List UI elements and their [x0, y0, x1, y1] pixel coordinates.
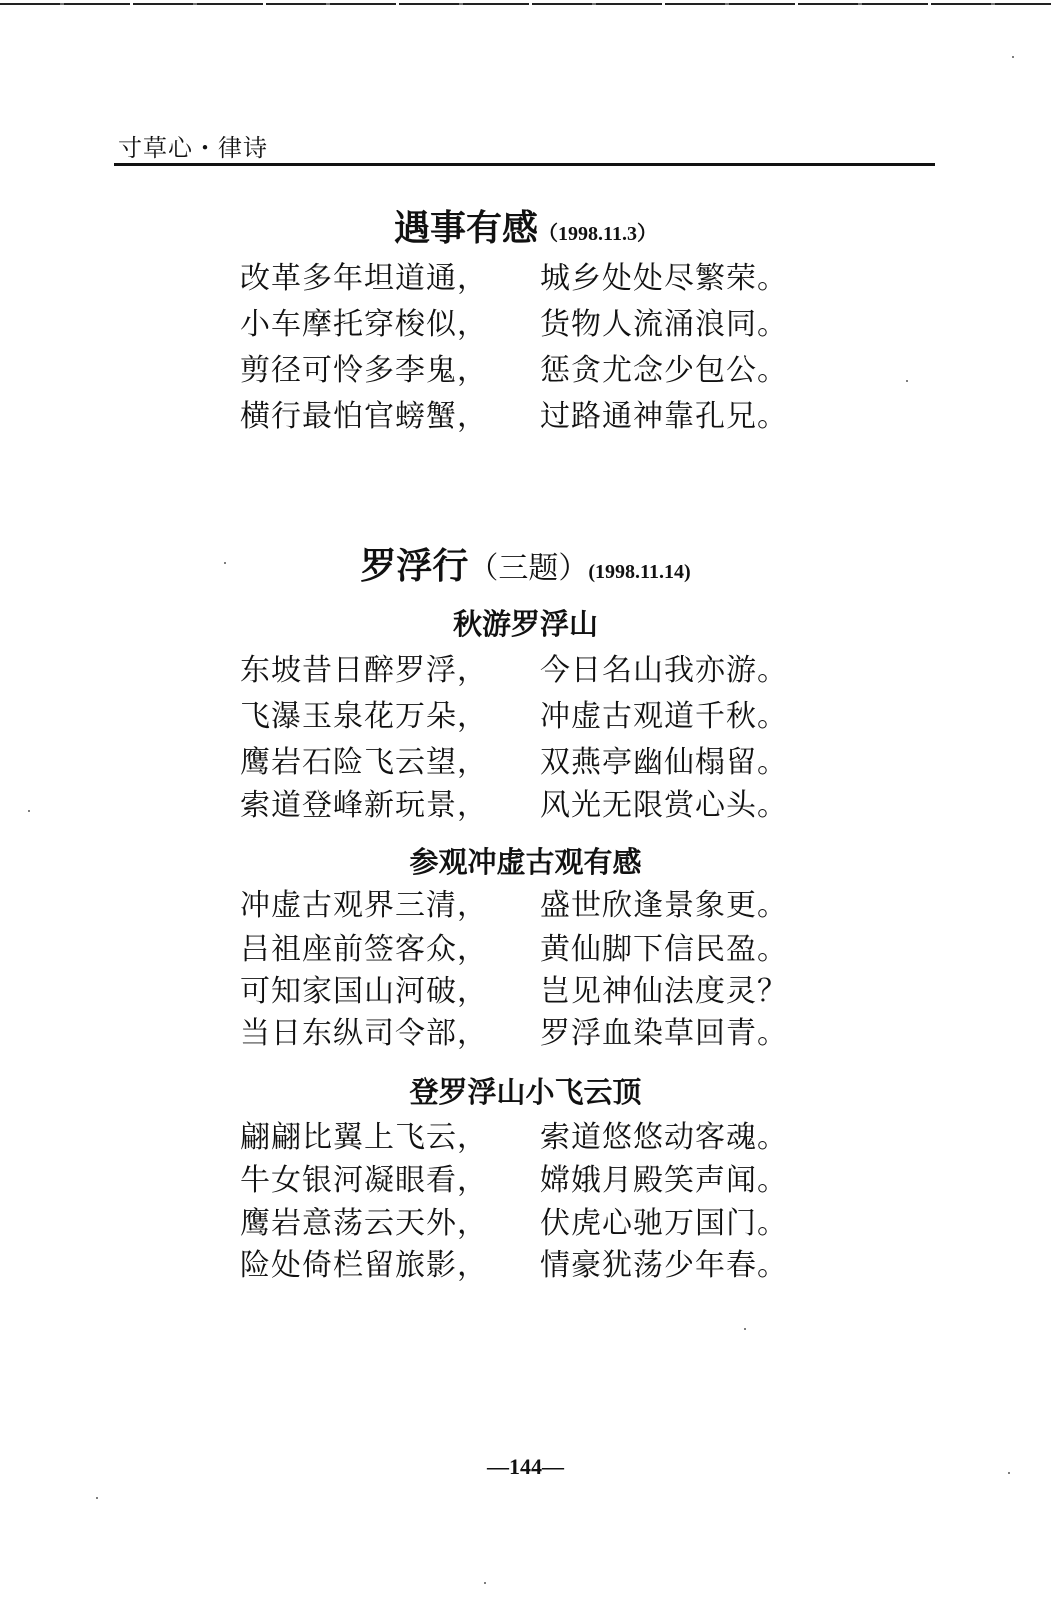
section1-line-3-right: 双燕亭幽仙榻留。: [540, 745, 788, 780]
poem1-line-4-right: 过路通神靠孔兄。: [540, 399, 788, 434]
scan-speck: [1008, 1472, 1010, 1474]
section3-line-2-right: 嫦娥月殿笑声闻。: [540, 1163, 788, 1198]
section1-line-3-left: 鹰岩石险飞云望，: [240, 745, 488, 780]
scan-speck: [96, 1497, 98, 1499]
section1-line-2-right: 冲虚古观道千秋。: [540, 699, 788, 734]
poem1-title-block: [0, 200, 1051, 251]
scan-speck: [484, 1582, 486, 1584]
section3-line-2-left: 牛女银河凝眼看，: [240, 1163, 488, 1198]
section2-line-2-left: 吕祖座前签客众，: [240, 932, 488, 967]
section2-line-1-right: 盛世欣逢景象更。: [540, 888, 788, 923]
section2-heading: 参观冲虚古观有感: [409, 845, 642, 879]
section3-line-1-right: 索道悠悠动客魂。: [540, 1120, 788, 1155]
section3-line-1-left: 翩翩比翼上飞云，: [240, 1120, 488, 1155]
poem1-line-3-left: 剪径可怜多李鬼，: [240, 353, 488, 388]
scan-speck: [744, 1328, 746, 1330]
section1-line-1-right: 今日名山我亦游。: [540, 653, 788, 688]
scan-top-border: [0, 3, 1051, 5]
poem1-title: 遇事有感: [394, 208, 539, 249]
section2-line-4-left: 当日东纵司令部，: [240, 1016, 488, 1051]
scan-speck: [28, 810, 30, 812]
poem1-line-2-right: 货物人流涌浪同。: [540, 307, 788, 342]
poem2-title: 罗浮行: [360, 546, 469, 587]
section2-line-3-right: 岂见神仙法度灵？: [540, 974, 788, 1009]
section3-line-4-right: 情豪犹荡少年春。: [540, 1248, 788, 1283]
section1-line-1-left: 东坡昔日醉罗浮，: [240, 653, 488, 688]
section2-line-3-left: 可知家国山河破，: [240, 974, 488, 1009]
poem1-line-2-left: 小车摩托穿梭似，: [240, 307, 488, 342]
running-head: 寸草心・律诗: [118, 134, 268, 162]
poem2-date: (1998.11.14): [588, 561, 691, 583]
header-rule: [114, 163, 935, 166]
section1-line-4-left: 索道登峰新玩景，: [240, 788, 488, 823]
section3-line-3-right: 伏虎心驰万国门。: [540, 1206, 788, 1241]
page-number: —144—: [487, 1454, 564, 1479]
scan-speck: [906, 380, 908, 382]
poem1-line-1-right: 城乡处处尽繁荣。: [540, 261, 788, 296]
section1-heading: 秋游罗浮山: [452, 607, 598, 641]
poem2-title-block: [0, 538, 1051, 589]
section1-line-2-left: 飞瀑玉泉花万朵，: [240, 699, 488, 734]
section2-line-2-right: 黄仙脚下信民盈。: [540, 932, 788, 967]
poem1-line-4-left: 横行最怕官螃蟹，: [240, 399, 488, 434]
section1-line-4-right: 风光无限赏心头。: [540, 788, 788, 823]
poem1-date: （1998.11.3）: [538, 223, 657, 245]
scan-speck: [1012, 56, 1014, 58]
poem1-line-1-left: 改革多年坦道通，: [240, 261, 488, 296]
section2-line-4-right: 罗浮血染草回青。: [540, 1016, 788, 1051]
scan-speck: [224, 562, 226, 564]
section3-heading: 登罗浮山小飞云顶: [409, 1075, 642, 1109]
section3-line-4-left: 险处倚栏留旅影，: [240, 1248, 488, 1283]
poem1-line-3-right: 惩贪尤念少包公。: [540, 353, 788, 388]
section3-line-3-left: 鹰岩意荡云天外，: [240, 1206, 488, 1241]
section2-line-1-left: 冲虚古观界三清，: [240, 888, 488, 923]
poem2-subtitle: （三题）: [468, 551, 589, 586]
